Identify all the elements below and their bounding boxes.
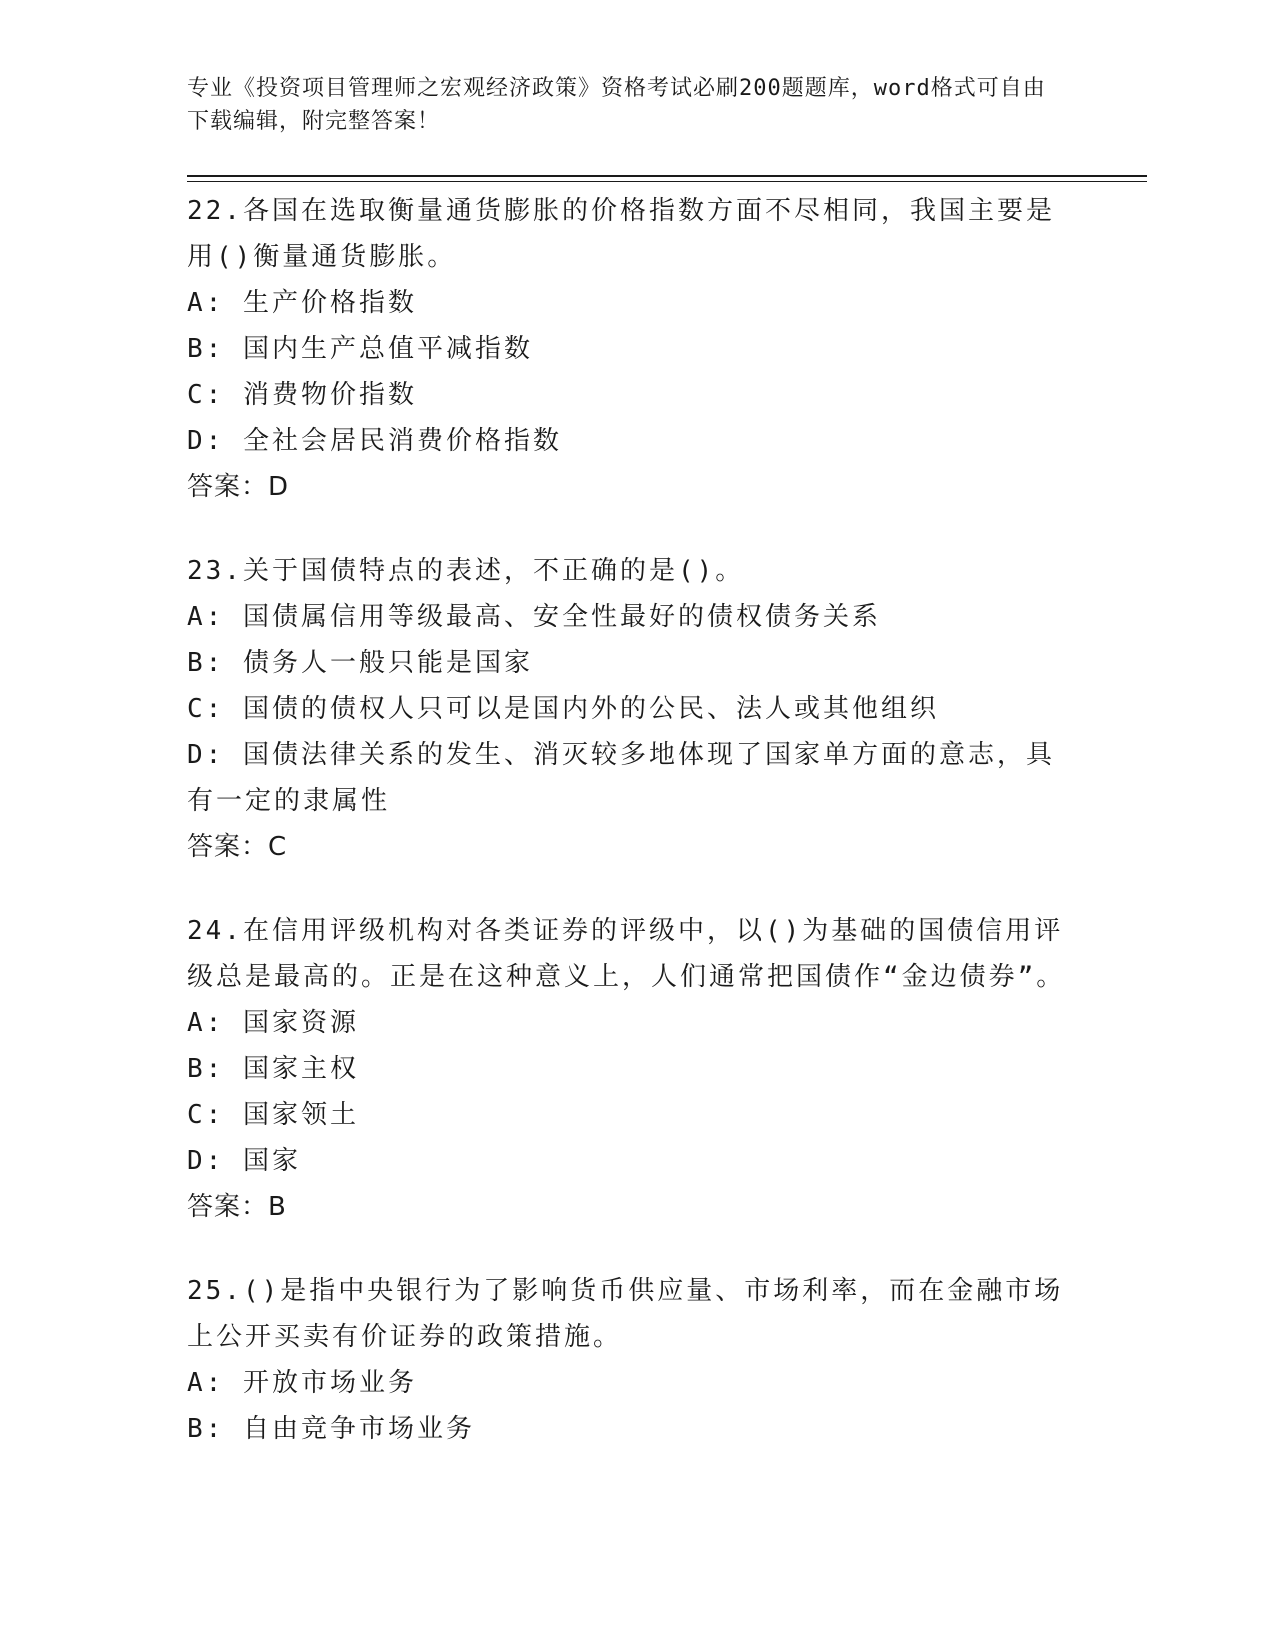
- option-c: C: 国家领土: [187, 1100, 359, 1130]
- header-divider-thin: [187, 181, 1147, 182]
- option-b: B: 债务人一般只能是国家: [187, 648, 533, 678]
- question-list: [187, 188, 1067, 1490]
- question-stem: 24.在信用评级机构对各类证券的评级中，以()为基础的国债信用评级总是最高的。正是在这种意义上，人们通常把国债作“金边债券”。: [187, 916, 1066, 992]
- option-a: A: 国债属信用等级最高、安全性最好的债权债务关系: [187, 602, 881, 632]
- question-25: [187, 1268, 1067, 1452]
- option-d: D: 全社会居民消费价格指数: [187, 426, 562, 456]
- answer: 答案：C: [187, 832, 288, 862]
- answer: 答案：B: [187, 1192, 287, 1222]
- question-24: [187, 908, 1067, 1230]
- option-c: C: 消费物价指数: [187, 380, 417, 410]
- question-23: [187, 548, 1067, 870]
- answer: 答案：D: [187, 472, 290, 502]
- option-b: B: 自由竞争市场业务: [187, 1414, 475, 1444]
- option-b: B: 国内生产总值平减指数: [187, 334, 533, 364]
- question-stem: 25.()是指中央银行为了影响货币供应量、市场利率，而在金融市场上公开买卖有价证券的政策措施。: [187, 1276, 1064, 1352]
- question-stem: 23.关于国债特点的表述，不正确的是()。: [187, 556, 745, 586]
- document-header: 专业《投资项目管理师之宏观经济政策》资格考试必刷200题题库，word格式可自由下载编辑，附完整答案！: [187, 76, 1046, 134]
- question-stem: 22.各国在选取衡量通货膨胀的价格指数方面不尽相同，我国主要是用()衡量通货膨胀。: [187, 196, 1055, 272]
- header-divider-thick: [187, 175, 1147, 177]
- option-a: A: 生产价格指数: [187, 288, 417, 318]
- option-a: A: 国家资源: [187, 1008, 359, 1038]
- option-d: D: 国债法律关系的发生、消灭较多地体现了国家单方面的意志，具有一定的隶属性: [187, 740, 1055, 816]
- option-d: D: 国家: [187, 1146, 301, 1176]
- option-c: C: 国债的债权人只可以是国内外的公民、法人或其他组织: [187, 694, 939, 724]
- option-a: A: 开放市场业务: [187, 1368, 417, 1398]
- option-b: B: 国家主权: [187, 1054, 359, 1084]
- question-22: [187, 188, 1067, 510]
